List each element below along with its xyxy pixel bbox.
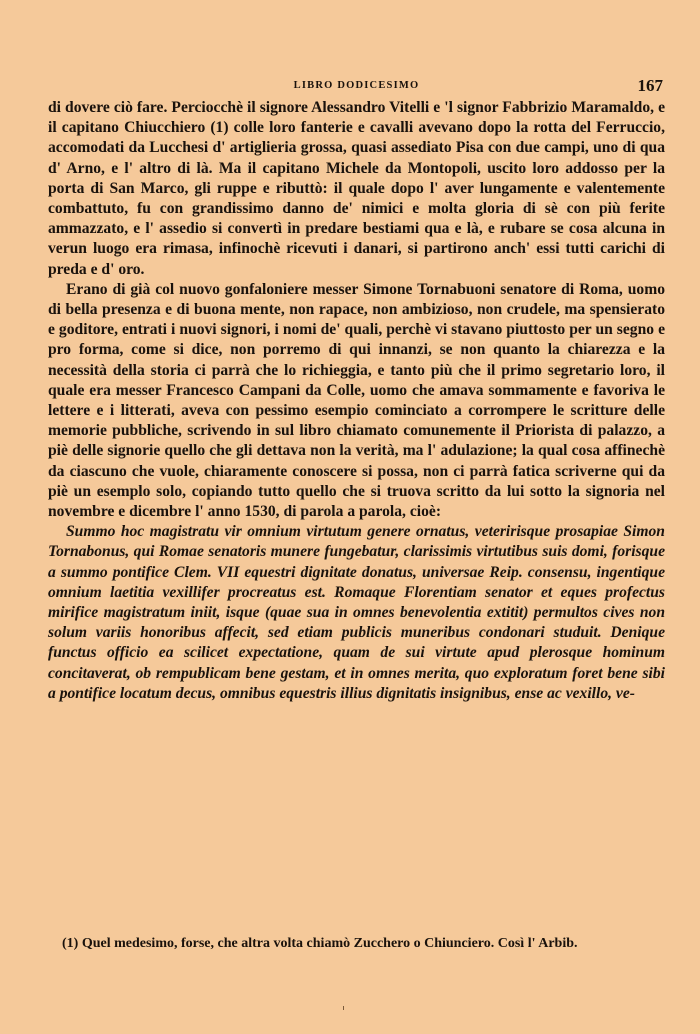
page-number: 167 [637,76,663,95]
document-page [48,76,665,704]
body-text [48,98,665,704]
page-speck [343,1006,344,1010]
footnote: (1) Quel medesimo, forse, che altra volta chiamò Zucchero o Chiunciero. Così l' Arbib. [62,936,578,951]
running-title: LIBRO DODICESIMO [293,80,420,91]
running-header [48,76,665,98]
paragraph-continuation: di dovere ciò fare. Perciocchè il signore Alessandro Vitelli e 'l signor Fabbrizio Maramaldo, e il capitano Chiucchiero (1) colle loro fanterie e cavalli avevano dopo la rotta del Ferruccio, accomodati da Lucchesi d' artiglieria grossa, quasi assediato Pisa con due campi, uno di qua d' Arno, e l' altro di là. Ma il capitano Michele da Montopoli, uscito loro addosso per la porta di San Marco, gli ruppe e ributtò: il quale dopo l' aver lungamente e valentemente combattuto, fu con grandissimo danno de' nimici e molta gloria di sè con più ferite ammazzato, e l' assedio si convertì in predare bestiami qua e là, e rubare se cosa alcuna in verun luogo era rimasa, infinochè ricevuti i danari, si partirono anch' essi tutti carichi di preda e d' oro. [48,99,665,278]
paragraph-latin-quote: Summo hoc magistratu vir omnium virtutum genere ornatus, veteririsque prosapiae Simon Tornabonus, qui Romae senatoris munere fungebatur, clarissimis virtutibus suis domi, forisque a summo pontifice Clem. VII equestri dignitate donatus, universae Reip. consensu, ingentique omnium laetitia vexillifer procreatus est. Romaque Florentiam senator et eques profectus mirifice magistratum iniit, isque (quae sua in omnes benevolentia extitit) permultos cives non solum variis honoribus affecit, sed etiam publicis muneribus condonari studuit. Denique functus officio ea scilicet expectatione, quam de sui virtute apud plerosque hominum concitaverat, ob rempublicam bene gestam, et in omnes merita, quo exploratum foret bene sibi a pontifice locatum decus, omnibus equestris illius dignitatis insignibus, ense ac vexillo, ve- [48,523,665,702]
paragraph-tornabuoni: Erano di già col nuovo gonfaloniere messer Simone Tornabuoni senatore di Roma, uomo di bella presenza e di buona mente, non rapace, non ambizioso, non crudele, ma spensierato e goditore, entrati i nuovi signori, i nomi de' quali, perchè vi stavano piuttosto per un segno e pro forma, come si dice, non porremo di qui innanzi, se non quanto la chiarezza e la necessità della storia ci parrà che lo richieggia, e tanto più che il primo segretario loro, il quale era messer Francesco Campani da Colle, uomo che amava sommamente e favoriva le lettere e i litterati, aveva con pessimo esempio cominciato a corrompere le scritture delle memorie pubbliche, scrivendo in sul libro chiamato comunemente il Priorista di palazzo, a piè delle signorie quello che gli dettava non la verità, ma l' adulazione; la qual cosa affinechè da ciascuno che vuole, chiaramente conoscere si possa, non ci parrà fatica scriverne qui da piè un esemplo solo, copiando tutto quello che si truova scritto da lui sotto la signoria nel novembre e dicembre l' anno 1530, di parola a parola, cioè: [48,280,665,521]
